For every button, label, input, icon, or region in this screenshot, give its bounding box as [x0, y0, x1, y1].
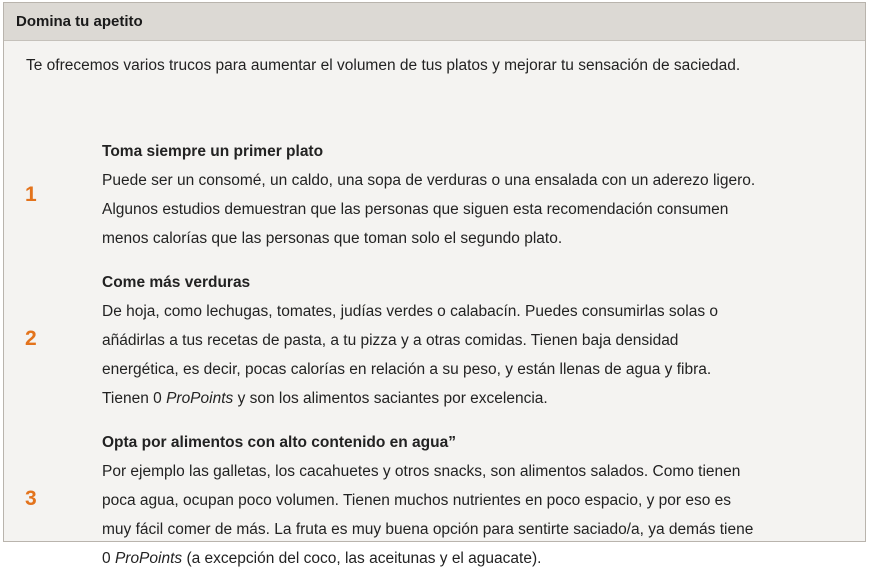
tip-body — [102, 137, 852, 253]
tip-number: 3 — [25, 487, 37, 510]
tip-line: muy fácil comer de más. La fruta es muy buena opción para sentirte saciado/a, ya demás tiene — [102, 521, 754, 538]
tip-line: Por ejemplo las galletas, los cacahuetes y otros snacks, son alimentos salados. Como tienen — [102, 463, 741, 480]
tip-line-start: 0 — [102, 550, 115, 567]
tip-body — [102, 428, 852, 573]
tip-line: añádirlas a tus recetas de pasta, a tu pizza y a otras comidas. Tienen baja densidad — [102, 332, 679, 349]
tip-line: energética, es decir, pocas calorías en relación a su peso, y están llenas de agua y fibra. — [102, 361, 712, 378]
propoints-brand: ProPoints — [166, 390, 234, 407]
tip-number: 1 — [25, 183, 37, 206]
intro-text: Te ofrecemos varios trucos para aumentar el volumen de tus platos y mejorar tu sensación de saciedad. — [26, 57, 741, 74]
tip-line-end: y son los alimentos saciantes por excelencia. — [233, 390, 548, 407]
tip-line — [102, 544, 852, 573]
tip-line: poca agua, ocupan poco volumen. Tienen muchos nutrientes en poco espacio, y por eso es — [102, 492, 732, 509]
tip-number: 2 — [25, 327, 37, 350]
tip-title: Toma siempre un primer plato — [102, 143, 324, 160]
tip-line: menos calorías que las personas que toman solo el segundo plato. — [102, 230, 563, 247]
tip-title: Come más verduras — [102, 274, 251, 291]
tip-line — [102, 384, 852, 413]
tip-line: De hoja, como lechugas, tomates, judías verdes o calabacín. Puedes consumirlas solas o — [102, 303, 719, 320]
tip-line-start: Tienen 0 — [102, 390, 167, 407]
panel-title: Domina tu apetito — [4, 3, 865, 41]
tip-line-end: (a excepción del coco, las aceitunas y el aguacate). — [182, 550, 542, 567]
tip-line: Algunos estudios demuestran que las personas que siguen esta recomendación consumen — [102, 201, 729, 218]
tip-body — [102, 268, 852, 413]
tips-panel — [3, 2, 866, 567]
propoints-brand: ProPoints — [114, 550, 183, 567]
tip-title: Opta por alimentos con alto contenido en agua” — [102, 434, 456, 451]
tip-line: Puede ser un consomé, un caldo, una sopa de verduras o una ensalada con un aderezo ligero. — [102, 172, 756, 189]
